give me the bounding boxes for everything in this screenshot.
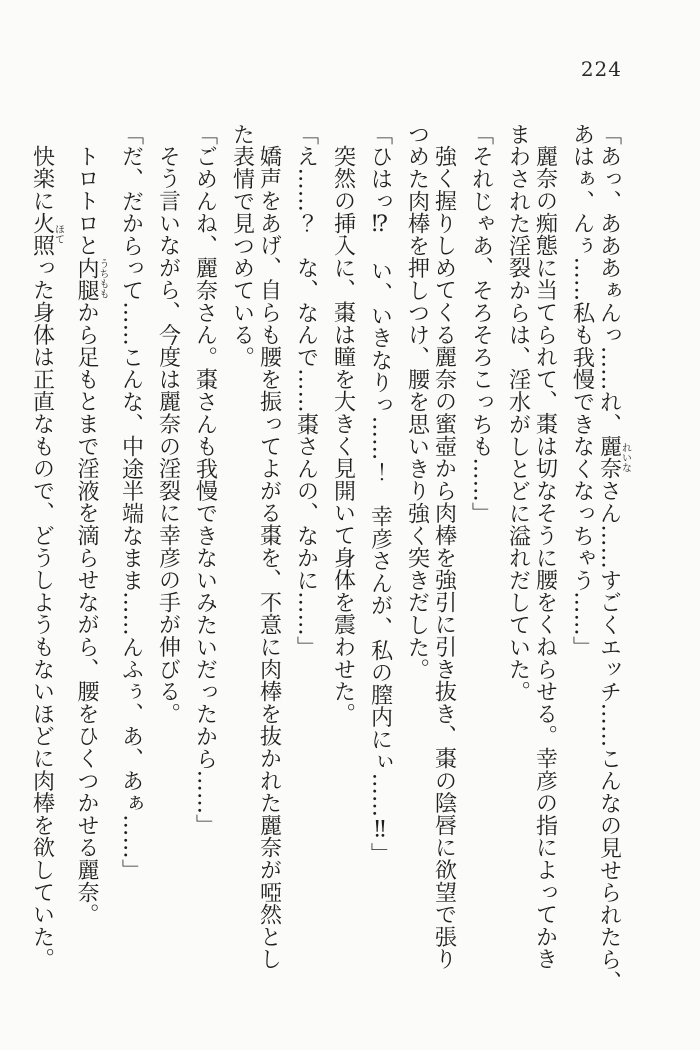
text-line: そう言いながら、今度は麗奈の淫裂に幸彦の手が伸びる。 [155,145,181,725]
furigana: ほて [52,211,64,257]
paragraph-narration [73,123,108,999]
text-line: 「ごめんね、麗奈さん。棗さんも我慢できないみたいだったから……」 [192,123,218,837]
ruby-annotated-word: 内腿うちもも [74,256,108,302]
text-line: まわされた淫裂からは、淫水がしとどに溢れだしていた。 [505,123,531,703]
paragraph-dialogue [468,123,495,999]
text-line: た表情で見つめている。 [229,123,255,369]
page-number: 224 [580,57,622,81]
vertical-text-block [29,123,631,999]
text-line: 嬌声をあげ、自らも腰を振ってよがる棗を、不意に肉棒を抜かれた麗奈が啞然とし [256,145,282,971]
paragraph-dialogue [192,123,219,999]
paragraph-dialogue [293,123,320,999]
text-line: 突然の挿入に、棗は瞳を大きく見開いて身体を震わせた。 [330,145,356,725]
paragraph-narration [404,123,458,999]
text-line: 「それじゃあ、そろそろこっちも……」 [468,123,494,525]
paragraph-dialogue [118,123,145,999]
text-line: 強く握りしめてくる麗奈の蜜壺から肉棒を強引に引き抜き、棗の陰唇に欲望で張り [431,145,457,971]
text-line: 「え……？ な、なんで……棗さんの、なかに……」 [293,123,319,659]
paragraph-narration [505,123,559,999]
paragraph-dialogue [367,123,394,999]
text-line: 麗奈の痴態に当てられて、棗は切なそうに腰をくねらせる。幸彦の指によってかき [532,145,558,971]
ruby-annotated-word: 麗奈れいな [596,435,631,480]
text-line: つめた肉棒を押しつけ、腰を思いきり強く突きだした。 [404,123,430,681]
paragraph-narration [229,123,283,999]
furigana: れいな [619,435,631,480]
text-line: 「あっ、あああぁんっ……れ、麗奈れいなさん……すごくエッチ……こんなの見せられたら、 [596,123,631,993]
text-line: トロトロと内腿うちももから足もとまで淫液を滴らせながら、腰をひくつかせる麗奈。 [74,145,108,926]
paragraph-narration [330,123,357,999]
paragraph-dialogue [569,123,631,999]
paragraph-narration [155,123,182,999]
text-line: あはぁ、んぅ……私も我慢できなくなっちゃう……」 [569,123,595,659]
ruby-annotated-word: 火照ほて [29,211,64,257]
text-line: 「ひはっ⁉ い、いきなりっ……！ 幸彦さんが、私の膣内にぃ……‼」 [367,123,393,865]
text-line: 快楽に火照ほてった身体は正直なもので、どうしようもないほどに肉棒を欲していた。 [29,145,64,971]
paragraph-narration [29,123,64,999]
text-line: 「だ、だからって……こんな、中途半端なまま……んふぅ、あ、あぁ……」 [118,123,144,882]
furigana: うちもも [97,256,108,302]
